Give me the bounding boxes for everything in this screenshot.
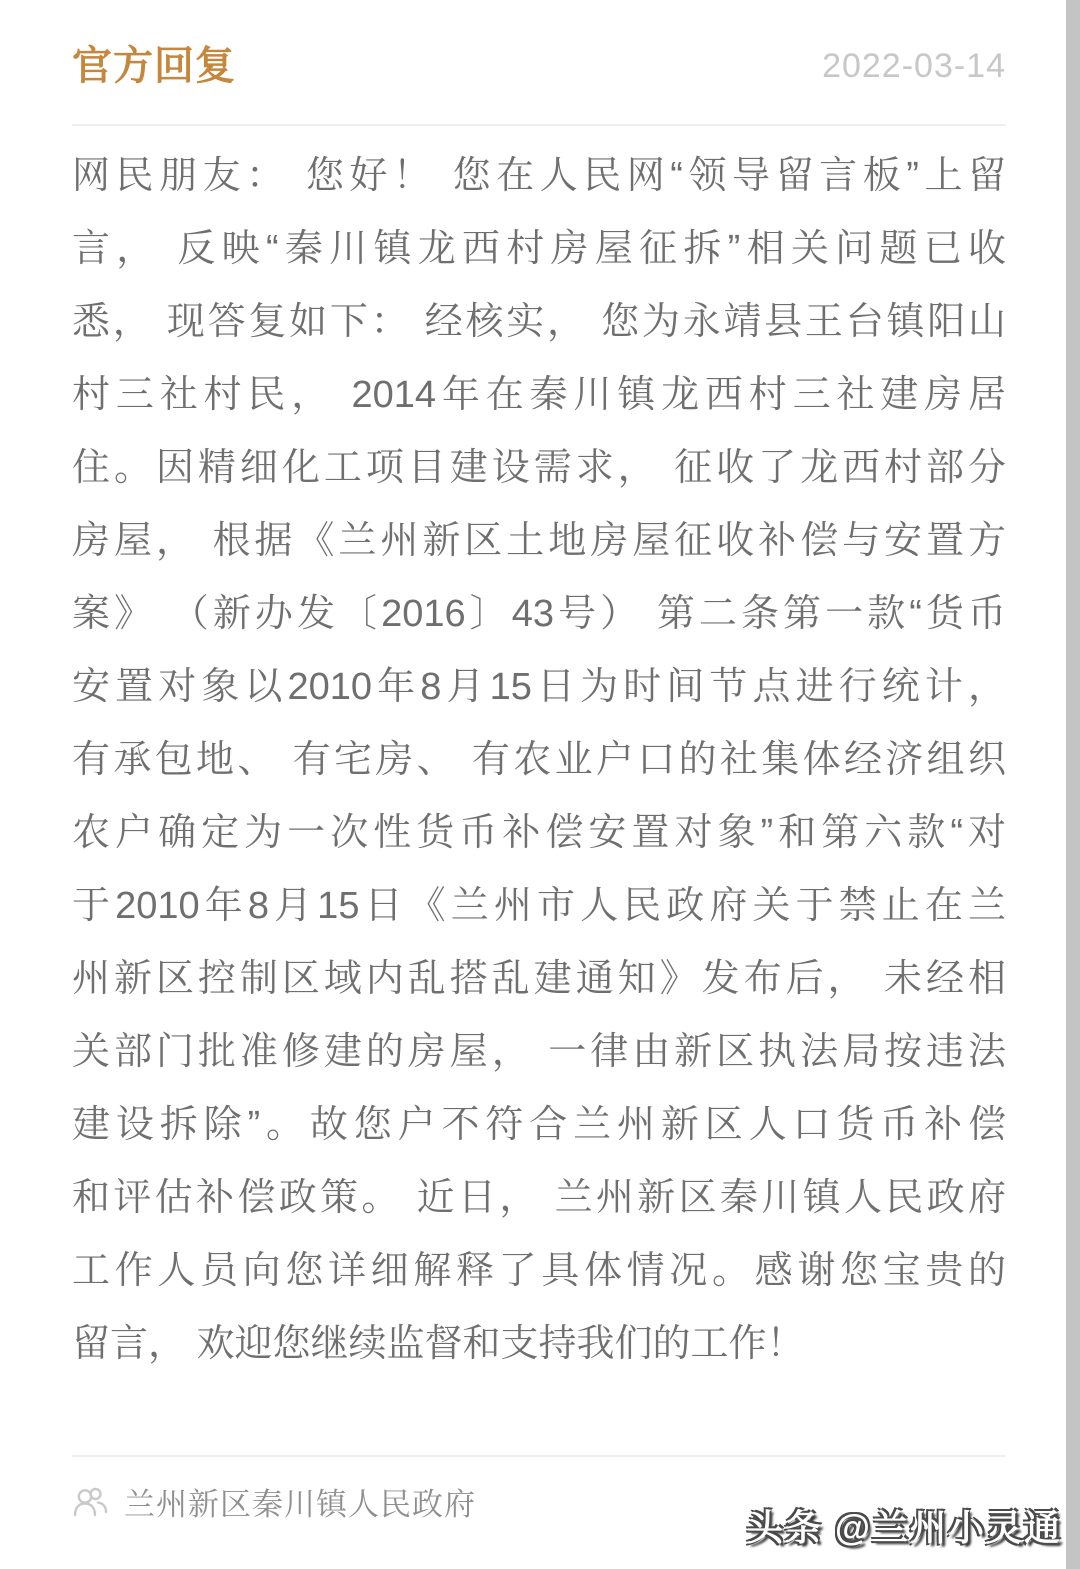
reply-text-line: 安置对象以2010年8月15日为时间节点进行统计，: [72, 666, 1006, 708]
reply-body: [72, 140, 1006, 1381]
reply-text-line: 悉， 现答复如下： 经核实， 您为永靖县王台镇阳山: [72, 301, 1006, 343]
header-divider: [72, 124, 1006, 126]
toutiao-watermark: 头条 @兰州小灵通: [746, 1507, 1062, 1548]
page-title: 官方回复: [72, 44, 236, 88]
reply-text-line: 于2010年8月15日《兰州市人民政府关于禁止在兰: [72, 885, 1006, 927]
reply-text-line: 关部门批准修建的房屋， 一律由新区执法局按违法: [72, 1031, 1006, 1073]
reply-text-line: 建设拆除”。故您户不符合兰州新区人口货币补偿: [72, 1104, 1006, 1146]
footer-divider: [72, 1455, 1006, 1457]
reply-text-line: 网民朋友： 您好！ 您在人民网“领导留言板”上留: [72, 155, 1006, 197]
reply-text-line: 房屋， 根据《兰州新区土地房屋征收补偿与安置方: [72, 520, 1006, 562]
reply-text-line: 工作人员向您详细解释了具体情况。感谢您宝贵的: [72, 1250, 1006, 1292]
reply-text-line: 言， 反映“秦川镇龙西村房屋征拆”相关问题已收: [72, 228, 1006, 270]
reply-header: [72, 0, 1006, 92]
reply-date: 2022-03-14: [822, 46, 1006, 85]
scrollbar[interactable]: [1066, 0, 1080, 1569]
reply-text-line: 有承包地、 有宅房、 有农业户口的社集体经济组织: [72, 739, 1006, 781]
reply-author: 兰州新区秦川镇人民政府: [124, 1487, 476, 1522]
reply-card: [72, 0, 1006, 1524]
reply-text-line: 住。因精细化工项目建设需求， 征收了龙西村部分: [72, 447, 1006, 489]
reply-text-line: 和评估补偿政策。 近日， 兰州新区秦川镇人民政府: [72, 1177, 1006, 1219]
people-icon: [72, 1486, 108, 1518]
reply-text-line: 留言， 欢迎您继续监督和支持我们的工作！: [72, 1323, 805, 1365]
reply-text-line: 农户确定为一次性货币补偿安置对象”和第六款“对: [72, 812, 1006, 854]
reply-text-line: 村三社村民， 2014年在秦川镇龙西村三社建房居: [72, 374, 1006, 416]
reply-text-line: 案》 （新办发〔2016〕43号） 第二条第一款“货币: [72, 593, 1006, 635]
reply-text-line: 州新区控制区域内乱搭乱建通知》发布后， 未经相: [72, 958, 1006, 1000]
